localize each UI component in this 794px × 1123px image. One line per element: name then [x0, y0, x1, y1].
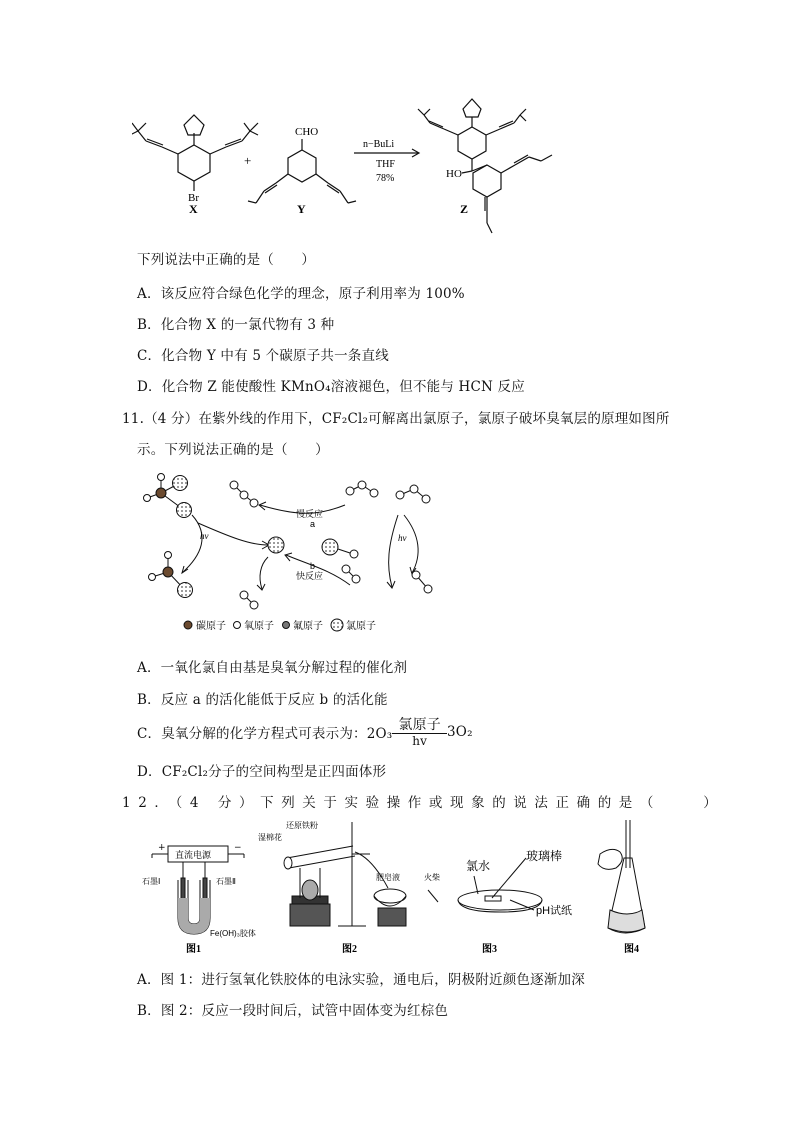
power-plus: + [158, 843, 166, 853]
q11-stem-line1: 11.（4 分）在紫外线的作用下，CF₂Cl₂可解离出氯原子，氯原子破坏臭氧层的原理如图所 [122, 411, 670, 427]
fig4-caption: 图4 [624, 944, 639, 955]
condition-catalyst: 氯原子 [398, 716, 442, 733]
condition-light: hv [412, 733, 428, 748]
compound-x-label: X [189, 202, 198, 216]
graphite-left-label: 石墨Ⅰ [142, 877, 161, 886]
plus-sign: + [244, 153, 252, 168]
q12-option-a[interactable]: A．图 1：进行氢氧化铁胶体的电泳实验，通电后，阴极附近颜色逐渐加深 [137, 972, 585, 988]
match-label: 火柴 [424, 873, 440, 882]
fig1-caption: 图1 [186, 944, 201, 955]
reaction-scheme [132, 95, 562, 240]
q10-option-d[interactable]: D．化合物 Z 能使酸性 KMnO₄溶液褪色，但不能与 HCN 反应 [137, 379, 525, 395]
soap-solution-label: 肥皂液 [376, 873, 400, 882]
colloid-label: Fe(OH)₃胶体 [210, 929, 256, 938]
experiment-figures [140, 818, 670, 960]
legend-chlorine: 氯原子 [346, 621, 376, 632]
q11-option-c-prefix: C．臭氧分解的化学方程式可表示为：2O₃ [137, 726, 393, 742]
slow-reaction-label: 慢反应 [296, 509, 324, 519]
iron-powder-label: 还原铁粉 [286, 821, 318, 830]
yield-label: 78% [376, 173, 395, 184]
fig3-caption: 图3 [482, 944, 497, 955]
reaction-b-label: b [310, 561, 316, 571]
ph-paper-label: pH试纸 [536, 905, 573, 917]
hv-label-left: hv [200, 531, 209, 541]
reaction-condition [392, 717, 447, 748]
compound-z-label: Z [460, 202, 469, 216]
reagent-label: n−BuLi [363, 139, 395, 150]
q11-option-d[interactable]: D．CF₂Cl₂分子的空间构型是正四面体形 [137, 764, 387, 780]
ozone-depletion-diagram [140, 465, 460, 645]
q10-option-b[interactable]: B．化合物 X 的一氯代物有 3 种 [137, 317, 335, 333]
q10-option-c[interactable]: C．化合物 Y 中有 5 个碳原子共一条直线 [137, 348, 389, 364]
fig2-caption: 图2 [342, 944, 357, 955]
q11-option-c-suffix: 3O₂ [447, 724, 473, 740]
legend-oxygen: 氧原子 [244, 621, 274, 632]
q12-stem: 12．（4 分）下列关于实验操作或现象的说法正确的是（ ） [122, 795, 725, 811]
graphite-right-label: 石墨Ⅱ [216, 877, 236, 886]
power-minus: − [234, 843, 242, 853]
fast-reaction-label: 快反应 [296, 571, 324, 581]
hv-label-right: hv [398, 533, 407, 543]
q10-stem: 下列说法中正确的是（ ） [137, 252, 316, 268]
x-bromine-label: Br [188, 192, 199, 204]
compound-y-label: Y [297, 202, 306, 216]
legend-carbon: 碳原子 [196, 621, 226, 632]
z-hydroxyl-label: HO [446, 168, 462, 180]
q12-option-b[interactable]: B．图 2：反应一段时间后，试管中固体变为红棕色 [137, 1003, 449, 1019]
wet-cotton-label: 湿棉花 [258, 833, 282, 842]
q11-stem-line2: 示。下列说法正确的是（ ） [137, 442, 329, 458]
legend-fluorine: 氟原子 [293, 621, 323, 632]
q11-option-b[interactable]: B．反应 a 的活化能低于反应 b 的活化能 [137, 692, 388, 708]
y-aldehyde-label: CHO [295, 126, 319, 138]
q11-option-c[interactable] [137, 712, 473, 752]
reaction-a-label: a [310, 519, 316, 529]
solvent-label: THF [376, 159, 395, 170]
power-label: 直流电源 [175, 850, 212, 860]
q10-option-a[interactable]: A．该反应符合绿色化学的理念，原子利用率为 100% [137, 286, 465, 302]
chlorine-water-label: 氯水 [466, 859, 491, 873]
glass-rod-label: 玻璃棒 [526, 849, 563, 863]
q11-option-a[interactable]: A．一氧化氯自由基是臭氧分解过程的催化剂 [137, 660, 408, 676]
